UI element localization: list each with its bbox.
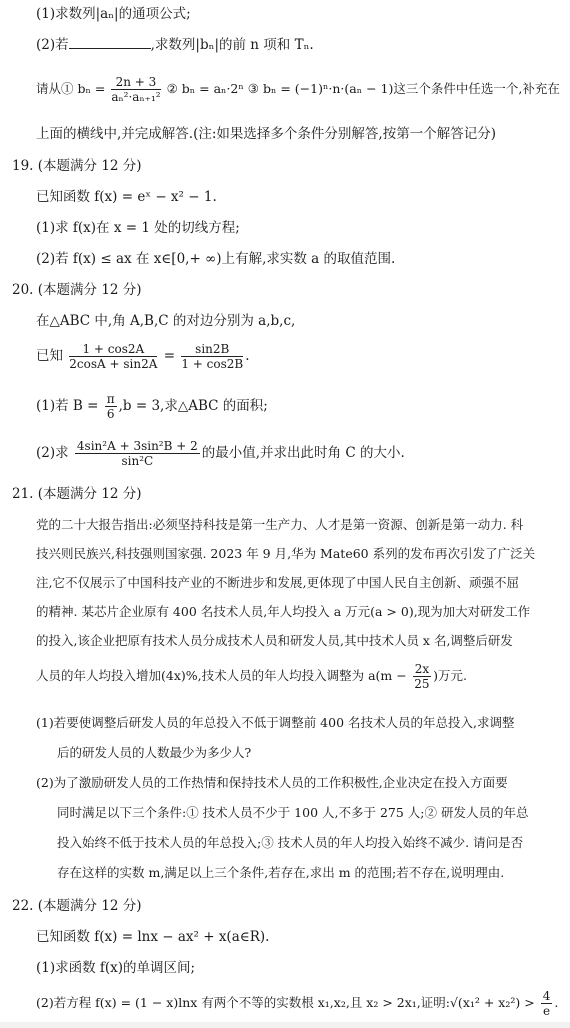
q21-part2-line2: 同时满足以下三个条件:① 技术人员不少于 100 人,不多于 275 人;② 研发人员的年总 xyxy=(57,805,529,820)
q21-text-5: 的投入,该企业把原有技术人员分成技术人员和研发人员,其中技术人员 x 名,调整后研发 xyxy=(36,633,513,648)
q18-part2: (2)若 ,求数列|bₙ|的前 n 项和 Tₙ. xyxy=(36,37,314,53)
q21-text-2: 技兴则民族兴,科技强则国家强. 2023 年 9 月,华为 Mate60 系列的发布再次引发了广泛关 xyxy=(36,546,536,561)
q21-heading: 21. (本题满分 12 分) xyxy=(12,486,142,502)
q19-part1: (1)求 f(x)在 x = 1 处的切线方程; xyxy=(36,220,240,236)
answer-blank xyxy=(69,38,151,49)
q22-part2: (2)若方程 f(x) = (1 − x)lnx 有两个不等的实数根 x₁,x₂,且 x₂ > 2x₁,证明:√(x₁² + x₂²) > $\frac{4}{e}$ . xyxy=(36,989,559,1018)
q21-part1-line1: (1)若要使调整后研发人员的年总投入不低于调整前 400 名技术人员的年总投入,求调整 xyxy=(36,715,515,730)
q18-choices: 请从① bₙ = $\frac{2n + 3}{\text{aₙ²·aₙ₊₁²}}$ ② bₙ = aₙ·2ⁿ ③ bₙ = (−1)ⁿ·n·(aₙ − 1)这三个条件中任选一个,补充在 xyxy=(36,75,560,104)
q20-ratio-fraction: $\frac{\text{4sin²A + 3sin²B + 2}}{\text{sin²C}}$ xyxy=(76,439,198,468)
q22-heading: 22. (本题满分 12 分) xyxy=(12,898,142,914)
q21-part1-line2: 后的研发人员的人数最少为多少人? xyxy=(57,745,252,760)
q22-part1: (1)求函数 f(x)的单调区间; xyxy=(36,960,196,976)
q22-stem: 已知函数 f(x) = lnx − ax² + x(a∈R). xyxy=(36,929,270,945)
q21-text-6: 人员的年人均投入增加(4x)%,技术人员的年人均投入调整为 a(m − $\frac{2x}{25}$ )万元. xyxy=(36,662,467,691)
q19-stem: 已知函数 f(x) = eˣ − x² − 1. xyxy=(36,189,217,205)
q20-part1: (1)若 B = $\frac{\pi}{6}$ ,b = 3,求△ABC 的面积; xyxy=(36,392,268,421)
q21-text-3: 注,它不仅展示了中国科技产业的不断进步和发展,更体现了中国人民自主创新、顽强不屈 xyxy=(36,575,519,590)
q18-part1: (1)求数列|aₙ|的通项公式; xyxy=(36,6,191,22)
q19-part2: (2)若 f(x) ≤ ax 在 x∈[0,+ ∞)上有解,求实数 a 的取值范围. xyxy=(36,251,396,267)
q22-fraction: $\frac{4}{e}$ xyxy=(542,989,551,1018)
q20-stem: 在△ABC 中,角 A,B,C 的对边分别为 a,b,c, xyxy=(36,313,296,329)
q21-part2-line3: 投入始终不低于技术人员的年总投入;③ 技术人员的年人均投入始终不减少. 请问是否 xyxy=(57,835,524,850)
q20-given: 已知 $\frac{1 + \cos 2A}{2\cos A + \sin 2A}$ = $\frac{\sin 2B}{1 + \cos 2B}$ . xyxy=(36,342,250,371)
q21-part2-line4: 存在这样的实数 m,满足以上三个条件,若存在,求出 m 的范围;若不存在,说明理由. xyxy=(57,865,505,880)
q21-fraction: $\frac{2x}{25}$ xyxy=(414,662,430,691)
q20-part2: (2)求 $\frac{\text{4sin²A + 3sin²B + 2}}{\text{sin²C}}$ 的最小值,并求出此时角 C 的大小. xyxy=(36,439,405,468)
q20-fraction-right: $\frac{\sin 2B}{1 + \cos 2B}$ xyxy=(181,342,244,371)
q21-text-1: 党的二十大报告指出:必须坚持科技是第一生产力、人才是第一资源、创新是第一动力. 科 xyxy=(36,517,524,532)
q21-part2-line1: (2)为了激励研发人员的工作热情和保持技术人员的工作积极性,企业决定在投入方面要 xyxy=(36,775,508,790)
page-bottom-band xyxy=(0,1022,570,1028)
q21-text-4: 的精神. 某芯片企业原有 400 名技术人员,年人均投入 a 万元(a > 0),现为加大对研发工作 xyxy=(36,604,531,619)
q20-fraction-left: $\frac{1 + \cos 2A}{2\cos A + \sin 2A}$ xyxy=(69,342,158,371)
q18-fraction: $\frac{2n + 3}{\text{aₙ²·aₙ₊₁²}}$ xyxy=(111,75,161,104)
q20-heading: 20. (本题满分 12 分) xyxy=(12,282,142,298)
q19-heading: 19. (本题满分 12 分) xyxy=(12,158,142,174)
q20-pi-fraction: $\frac{\pi}{6}$ xyxy=(106,392,115,421)
q18-choices-line2: 上面的横线中,并完成解答.(注:如果选择多个条件分别解答,按第一个解答记分) xyxy=(36,126,496,142)
